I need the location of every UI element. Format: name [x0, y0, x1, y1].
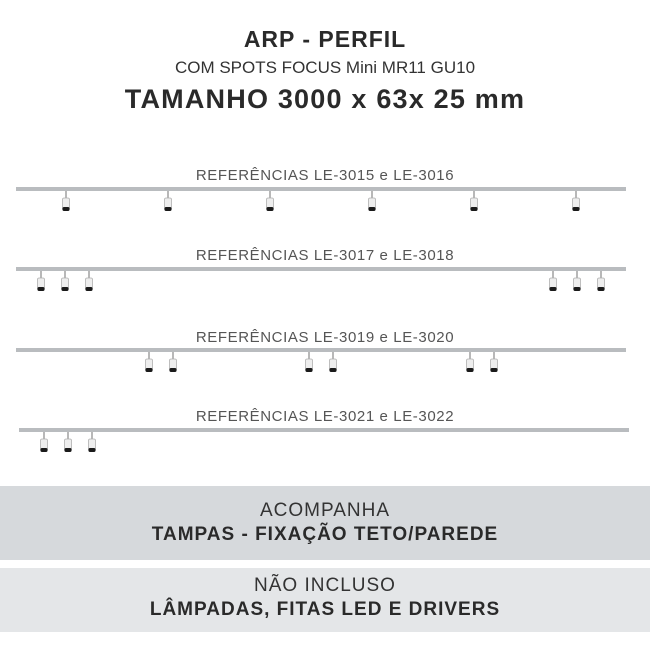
spotlight-icon — [573, 191, 580, 211]
product-subtitle: COM SPOTS FOCUS Mini MR11 GU10 — [174, 58, 476, 77]
not-included-items: LÂMPADAS, FITAS LED E DRIVERS — [149, 599, 501, 620]
spotlight-icon — [330, 352, 337, 372]
profile-diagram — [0, 247, 650, 307]
spotlight-icon — [491, 352, 498, 372]
profile-rail — [16, 348, 626, 352]
spotlight-icon — [467, 352, 474, 372]
spotlight-icon — [574, 271, 581, 291]
profile-rail — [19, 428, 629, 432]
variant-le-3021 — [0, 408, 650, 488]
included-items: TAMPAS - FIXAÇÃO TETO/PAREDE — [151, 524, 499, 545]
spotlight-icon — [38, 271, 45, 291]
spotlight-icon — [267, 191, 274, 211]
variant-le-3017 — [0, 247, 650, 327]
profile-diagram — [0, 408, 650, 468]
profile-diagram — [0, 329, 650, 389]
spotlight-icon — [146, 352, 153, 372]
spotlight-icon — [369, 191, 376, 211]
product-size: TAMANHO 3000 x 63x 25 mm — [124, 84, 526, 114]
profile-diagram — [0, 167, 650, 227]
variant-le-3015 — [0, 167, 650, 247]
spotlight-icon — [41, 432, 48, 452]
included-band — [0, 486, 650, 560]
header — [0, 24, 650, 116]
not-included-heading: NÃO INCLUSO — [254, 575, 396, 596]
variant-label: REFERÊNCIAS LE-3017 e LE-3018 — [195, 247, 455, 264]
variant-le-3019 — [0, 329, 650, 409]
spotlight-icon — [598, 271, 605, 291]
variant-label: REFERÊNCIAS LE-3015 e LE-3016 — [195, 167, 455, 184]
profile-rail — [16, 187, 626, 191]
spotlight-icon — [550, 271, 557, 291]
not-included-band — [0, 568, 650, 632]
spotlight-icon — [89, 432, 96, 452]
variant-label: REFERÊNCIAS LE-3019 e LE-3020 — [195, 329, 455, 346]
spotlight-icon — [306, 352, 313, 372]
product-title: ARP - PERFIL — [243, 26, 407, 52]
included-heading: ACOMPANHA — [259, 500, 391, 521]
spotlight-icon — [165, 191, 172, 211]
spotlight-icon — [63, 191, 70, 211]
spotlight-icon — [62, 271, 69, 291]
spotlight-icon — [86, 271, 93, 291]
spotlight-icon — [65, 432, 72, 452]
profile-rail — [16, 267, 626, 271]
variant-label: REFERÊNCIAS LE-3021 e LE-3022 — [195, 408, 455, 425]
spotlight-icon — [471, 191, 478, 211]
spotlight-icon — [170, 352, 177, 372]
